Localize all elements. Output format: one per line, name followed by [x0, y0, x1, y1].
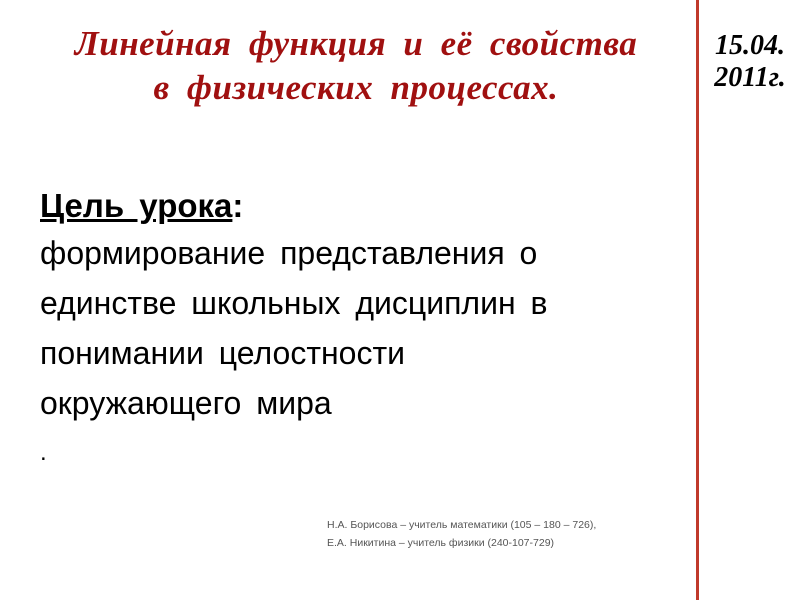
date-line-2: 2011г.: [714, 62, 786, 93]
lesson-goal-line-4-wrapper: [40, 378, 680, 478]
lesson-goal-line-3: понимании целостности: [40, 335, 405, 371]
lesson-goal-heading-text: Цель урока: [40, 187, 233, 224]
slide-date: [704, 30, 796, 94]
lesson-goal-line-1: формирование представления о: [40, 235, 538, 271]
slide-title-line-1: Линейная функция и её свойства: [74, 24, 638, 63]
lesson-goal-text: [40, 228, 680, 478]
lesson-goal-block: [40, 184, 680, 478]
lesson-goal-line-2: единстве школьных дисциплин в: [40, 285, 548, 321]
lesson-goal-period: .: [40, 439, 47, 466]
lesson-goal-line-4: окружающего мира: [40, 385, 332, 421]
slide-title-line-2: в физических процессах.: [153, 68, 559, 107]
slide-title: [20, 22, 692, 110]
lesson-goal-heading-colon: :: [232, 187, 244, 224]
author-line-1: Н.А. Борисова – учитель математики (105 – 180 – 726),: [327, 519, 597, 531]
lesson-goal-heading: [40, 184, 680, 228]
vertical-divider-line: [696, 0, 699, 600]
date-line-1: 15.04.: [715, 30, 785, 61]
authors-credits: [327, 516, 687, 552]
author-line-2: Е.А. Никитина – учитель физики (240-107-729): [327, 537, 555, 549]
